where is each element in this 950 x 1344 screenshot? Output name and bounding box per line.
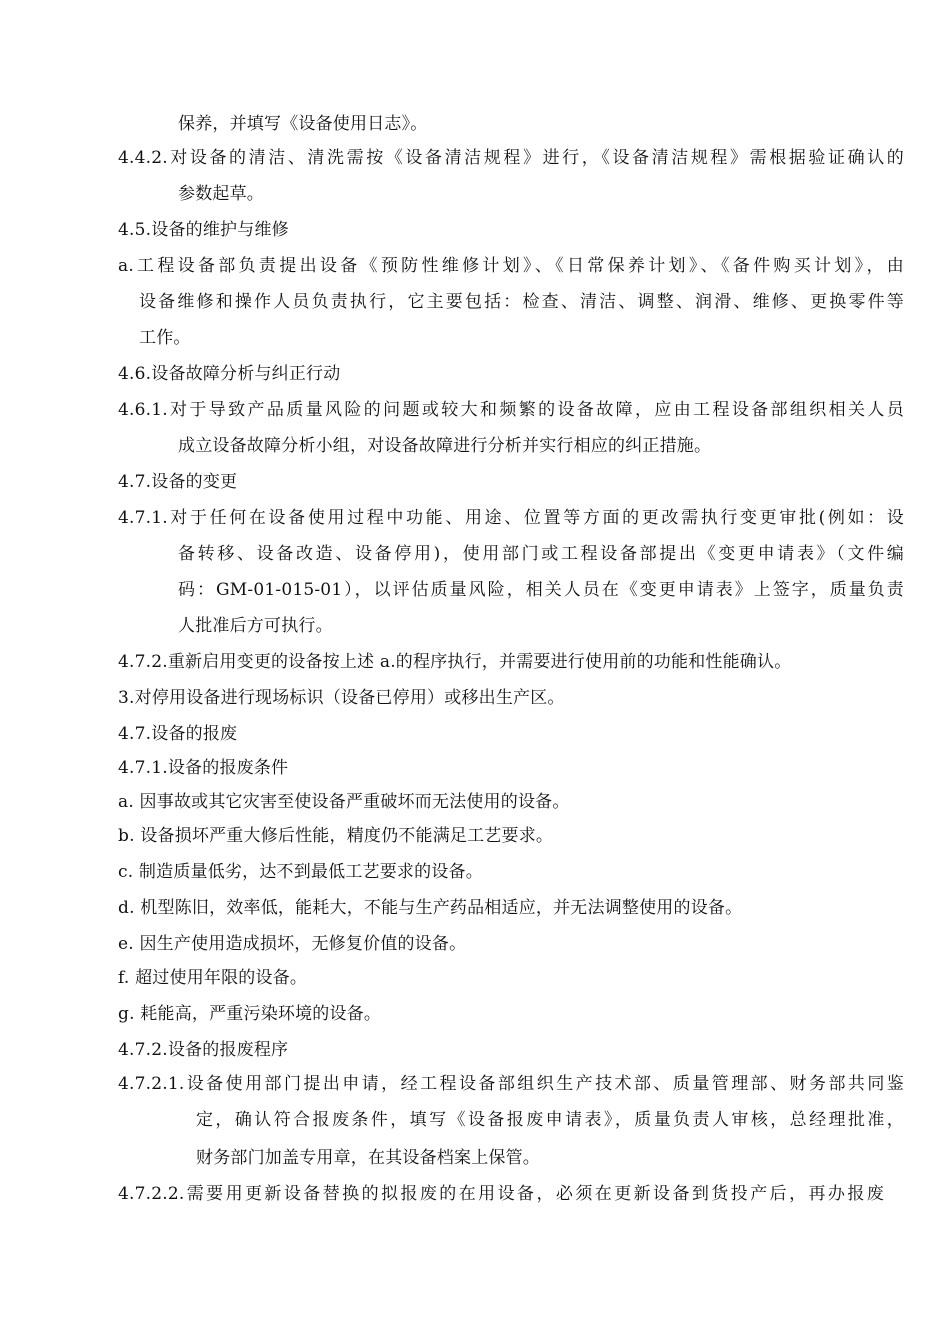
section-heading: 4.7.1.设备的报废条件 bbox=[118, 758, 289, 778]
section-heading: 4.5.设备的维护与维修 bbox=[118, 220, 289, 240]
text-line: 定，确认符合报废条件，填写《设备报废申请表》，质量负责人审核，总经理批准， bbox=[196, 1110, 904, 1130]
text-line: 保养，并填写《设备使用日志》。 bbox=[178, 114, 428, 134]
text-line: 4.4.2.对设备的清洁、清洗需按《设备清洁规程》进行，《设备清洁规程》需根据验证确认的 bbox=[118, 148, 904, 168]
text-line: 人批准后方可执行。 bbox=[178, 616, 333, 636]
list-item: d. 机型陈旧，效率低，能耗大，不能与生产药品相适应，并无法调整使用的设备。 bbox=[118, 898, 743, 918]
text-line: 参数起草。 bbox=[178, 184, 264, 204]
text-line: 成立设备故障分析小组，对设备故障进行分析并实行相应的纠正措施。 bbox=[178, 436, 712, 456]
text-line: 工作。 bbox=[139, 328, 191, 348]
section-heading: 4.7.设备的报废 bbox=[118, 724, 238, 744]
text-line: 备转移、设备改造、设备停用)，使用部门或工程设备部提出《变更申请表》（文件编 bbox=[178, 544, 904, 564]
text-line: 3.对停用设备进行现场标识（设备已停用）或移出生产区。 bbox=[118, 688, 565, 708]
text-line: 4.7.2.重新启用变更的设备按上述 a.的程序执行，并需要进行使用前的功能和性能确认。 bbox=[118, 652, 792, 672]
list-item: f. 超过使用年限的设备。 bbox=[118, 968, 308, 988]
section-heading: 4.6.设备故障分析与纠正行动 bbox=[118, 364, 341, 384]
text-line: 4.7.2.2.需要用更新设备替换的拟报废的在用设备，必须在更新设备到货投产后，再办报废 bbox=[118, 1184, 884, 1204]
text-line: 4.7.1.对于任何在设备使用过程中功能、用途、位置等方面的更改需执行变更审批(例如：设 bbox=[118, 508, 904, 528]
text-line: 4.7.2.1.设备使用部门提出申请，经工程设备部组织生产技术部、质量管理部、财务部共同鉴 bbox=[118, 1074, 904, 1094]
section-heading: 4.7.2.设备的报废程序 bbox=[118, 1040, 289, 1060]
section-heading: 4.7.设备的变更 bbox=[118, 472, 238, 492]
text-line: 设备维修和操作人员负责执行，它主要包括：检查、清洁、调整、润滑、维修、更换零件等 bbox=[139, 292, 904, 312]
text-line: 码：GM-01-015-01），以评估质量风险，相关人员在《变更申请表》上签字，质量负责 bbox=[178, 580, 904, 600]
list-item: c. 制造质量低劣，达不到最低工艺要求的设备。 bbox=[118, 862, 483, 882]
text-line: 4.6.1.对于导致产品质量风险的问题或较大和频繁的设备故障，应由工程设备部组织相关人员 bbox=[118, 400, 904, 420]
text-line: 财务部门加盖专用章，在其设备档案上保管。 bbox=[196, 1148, 540, 1168]
text-line: a.工程设备部负责提出设备《预防性维修计划》、《日常保养计划》、《备件购买计划》，由 bbox=[118, 256, 904, 276]
list-item: b. 设备损坏严重大修后性能，精度仍不能满足工艺要求。 bbox=[118, 826, 554, 846]
list-item: a. 因事故或其它灾害至使设备严重破坏而无法使用的设备。 bbox=[118, 792, 570, 812]
list-item: g. 耗能高，严重污染环境的设备。 bbox=[118, 1004, 382, 1024]
list-item: e. 因生产使用造成损坏，无修复价值的设备。 bbox=[118, 934, 467, 954]
